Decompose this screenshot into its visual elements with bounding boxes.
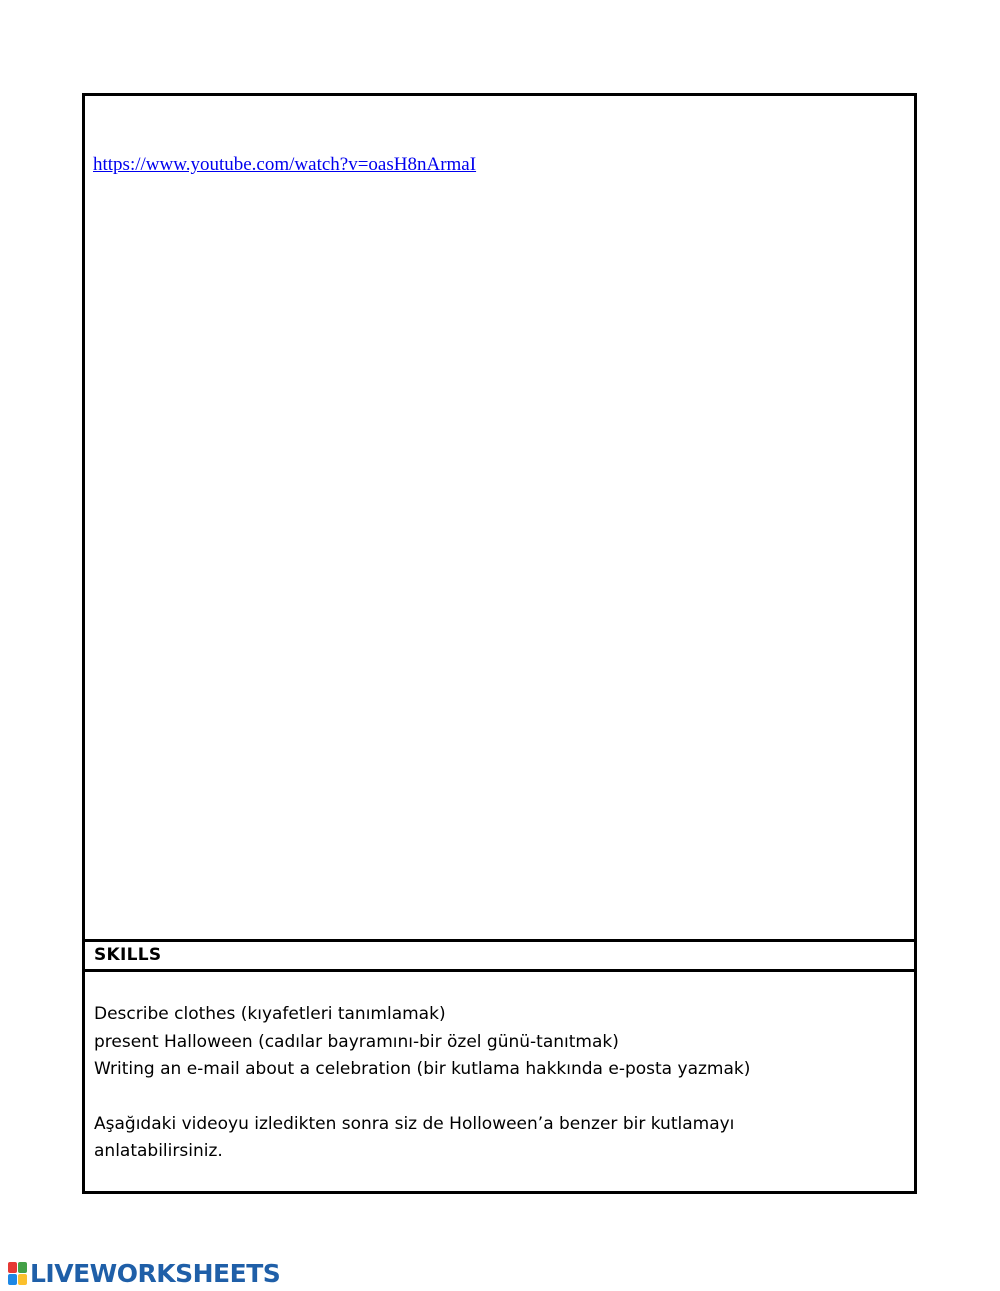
table-divider: [85, 939, 914, 942]
logo-text: LIVEWORKSHEETS: [30, 1258, 281, 1288]
skill-item: Describe clothes (kıyafetleri tanımlamak): [94, 1004, 446, 1024]
spacer: [94, 1084, 894, 1111]
video-cell: [85, 96, 914, 939]
skill-item: present Halloween (cadılar bayramını-bir özel günü-tanıtmak): [94, 1031, 619, 1052]
skills-list: [94, 1001, 894, 1166]
liveworksheets-logo[interactable]: [8, 1258, 280, 1288]
skill-item: Writing an e-mail about a celebration (bir kutlama hakkında e-posta yazmak): [94, 1059, 751, 1079]
worksheet-frame: [82, 93, 917, 1194]
liveworksheets-logo-icon: [8, 1262, 27, 1285]
instruction-note: Aşağıdaki videoyu izledikten sonra siz de Holloween’a benzer bir kutlamayı anlatabilirsiniz.: [94, 1113, 735, 1161]
skills-heading: SKILLS: [94, 945, 162, 965]
table-divider: [85, 969, 914, 972]
video-link[interactable]: https://www.youtube.com/watch?v=oasH8nArmaI: [93, 154, 477, 175]
